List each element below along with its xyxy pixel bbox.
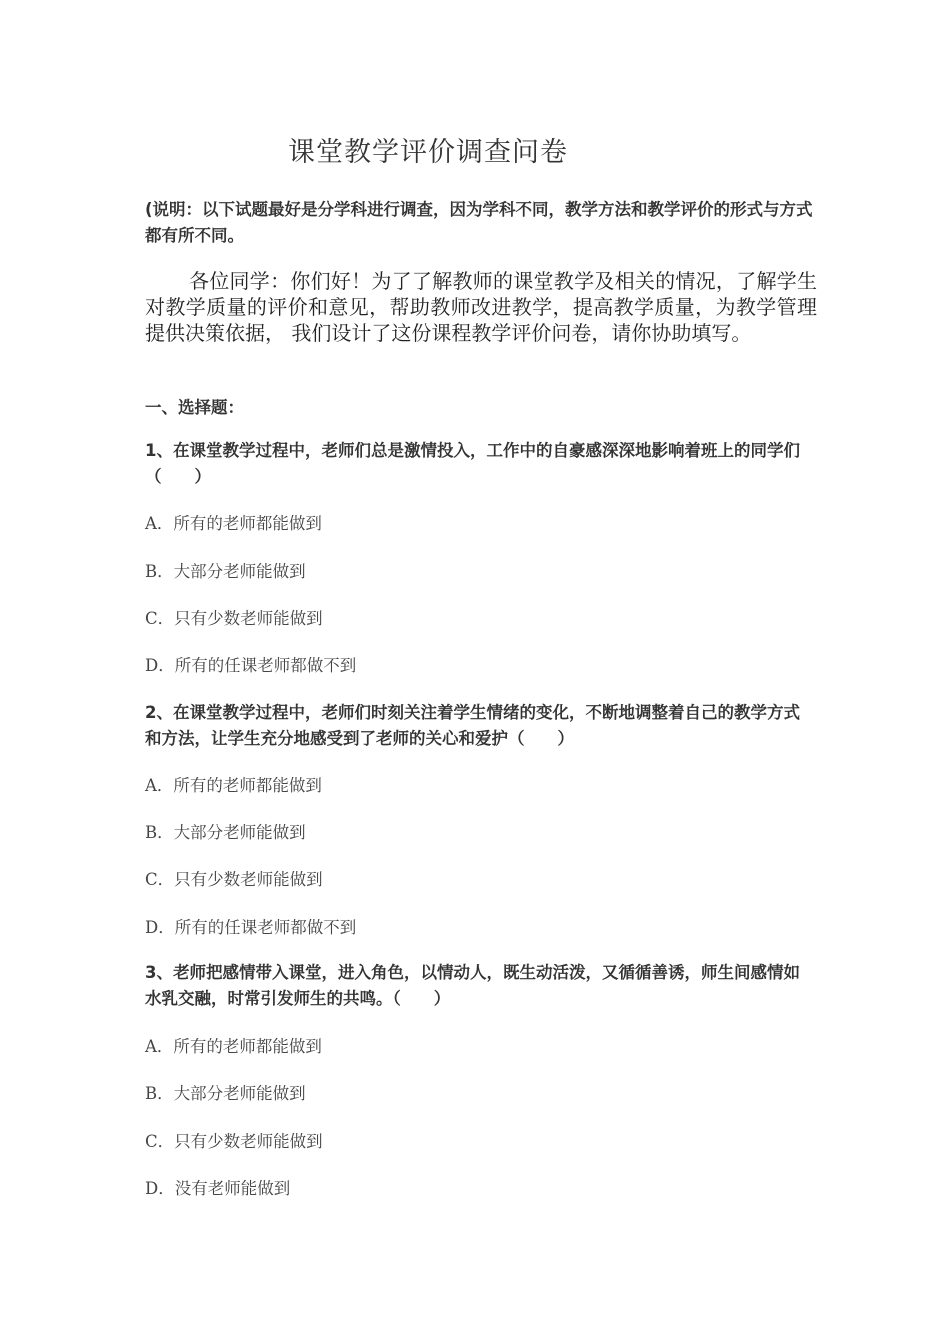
option-c: C．只有少数老师能做到 xyxy=(145,870,323,889)
question-stem: 3、老师把感情带入课堂，进入角色，以情动人，既生动活泼，又循循善诱，师生间感情如水乳交融，时常引发师生的共鸣。（ ） xyxy=(145,963,800,1008)
question-2 xyxy=(145,700,815,937)
question-stem: 1、在课堂教学过程中，老师们总是激情投入，工作中的自豪感深深地影响着班上的同学们（ ） xyxy=(145,441,800,486)
option-b: B．大部分老师能做到 xyxy=(145,1084,306,1103)
survey-intro: 各位同学：你们好！为了了解教师的课堂教学及相关的情况，了解学生对教学质量的评价和意见，帮助教师改进教学，提高教学质量，为教学管理提供决策依据， 我们设计了这份课程教学评价问卷，请你协助填写。 xyxy=(145,269,817,345)
section-heading: 一、选择题： xyxy=(145,398,244,417)
option-c: C．只有少数老师能做到 xyxy=(145,609,323,628)
option-a: A．所有的老师都能做到 xyxy=(145,776,322,795)
option-a: A．所有的老师都能做到 xyxy=(145,514,322,533)
option-d: D．没有老师能做到 xyxy=(145,1179,291,1198)
option-b: B．大部分老师能做到 xyxy=(145,562,306,581)
question-3 xyxy=(145,960,815,1198)
question-1 xyxy=(145,438,815,675)
option-b: B．大部分老师能做到 xyxy=(145,823,306,842)
option-d: D．所有的任课老师都做不到 xyxy=(145,918,357,937)
question-stem: 2、在课堂教学过程中，老师们时刻关注着学生情绪的变化，不断地调整着自己的教学方式和方法，让学生充分地感受到了老师的关心和爱护（ ） xyxy=(145,703,800,748)
survey-note: (说明：以下试题最好是分学科进行调查，因为学科不同，教学方法和教学评价的形式与方式都有所不同。 xyxy=(145,200,813,245)
option-c: C．只有少数老师能做到 xyxy=(145,1132,323,1151)
document-title: 课堂教学评价调查问卷 xyxy=(288,137,568,168)
option-d: D．所有的任课老师都做不到 xyxy=(145,656,357,675)
option-a: A．所有的老师都能做到 xyxy=(145,1037,322,1056)
